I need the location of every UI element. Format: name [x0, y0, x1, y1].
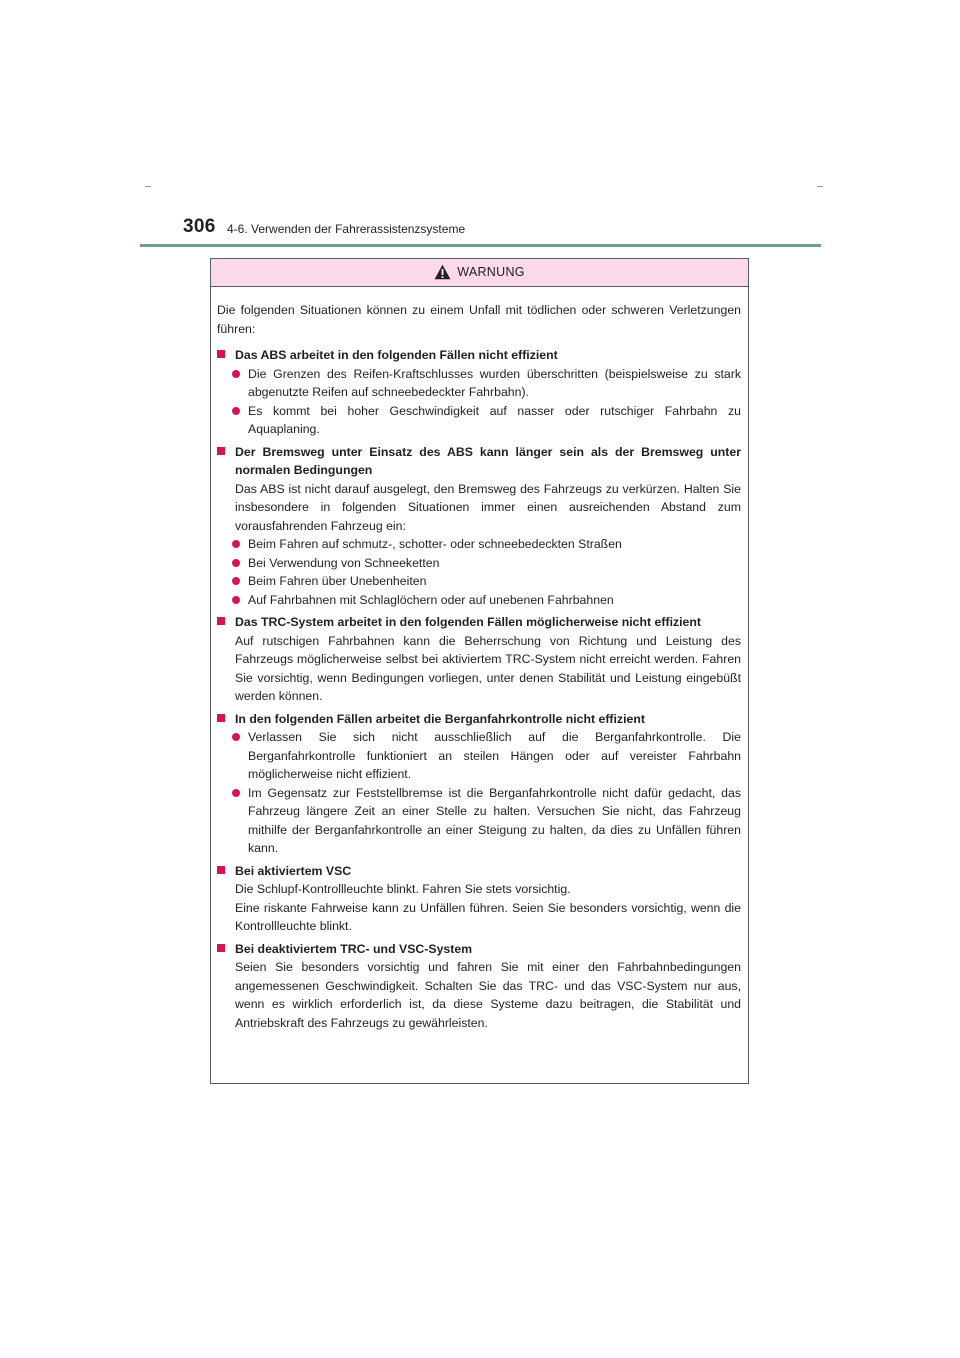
section-heading: Bei aktiviertem VSC: [217, 862, 741, 881]
round-bullet-icon: [232, 540, 240, 548]
list-item: Beim Fahren über Unebenheiten: [217, 572, 741, 591]
list-item: Die Grenzen des Reifen-Kraftschlusses wurden überschritten (beispielsweise zu stark abgenutzte Reifen auf schneebedeckter Fahrbahn).: [217, 365, 741, 402]
section-hill-start: [217, 710, 741, 858]
round-bullet-icon: [232, 407, 240, 415]
header-rule: [140, 244, 821, 247]
square-bullet-icon: [217, 617, 225, 625]
section-braking: [217, 443, 741, 610]
round-bullet-icon: [232, 577, 240, 585]
round-bullet-icon: [232, 596, 240, 604]
crop-mark-left: [145, 186, 151, 187]
list-item: Im Gegensatz zur Feststellbremse ist die Berganfahrkontrolle nicht dafür gedacht, das Fahrzeug längere Zeit an einer Stelle zu halten. Versuchen Sie nicht, das Fahrzeug mithilfe der Berganfahrkontrolle an einer Steigung zu halten, da dies zu Unfällen führen kann.: [217, 784, 741, 858]
square-bullet-icon: [217, 866, 225, 874]
square-bullet-icon: [217, 350, 225, 358]
section-heading: Der Bremsweg unter Einsatz des ABS kann länger sein als der Bremsweg unter normalen Bedingungen: [217, 443, 741, 480]
section-heading: Das ABS arbeitet in den folgenden Fällen nicht effizient: [217, 346, 741, 365]
warning-box: [210, 258, 749, 1084]
square-bullet-icon: [217, 944, 225, 952]
list-item: Auf Fahrbahnen mit Schlaglöchern oder auf unebenen Fahrbahnen: [217, 591, 741, 610]
warning-body: [211, 287, 748, 1032]
section-heading: In den folgenden Fällen arbeitet die Berganfahrkontrolle nicht effizient: [217, 710, 741, 729]
section-text: Auf rutschigen Fahrbahnen kann die Beherrschung von Richtung und Leistung des Fahrzeugs möglicherweise selbst bei aktiviertem TRC-System nicht erreicht werden. Fahren Sie vorsichtig, wenn Bedingungen vorliegen, unter denen Stabilität und Leistung eingebüßt werden können.: [235, 633, 741, 703]
section-text: Die Schlupf-Kontrollleuchte blinkt. Fahren Sie stets vorsichtig.: [235, 882, 571, 896]
section-heading: Das TRC-System arbeitet in den folgenden Fällen möglicherweise nicht effizient: [217, 613, 741, 632]
warning-triangle-icon: [434, 264, 451, 280]
round-bullet-icon: [232, 789, 240, 797]
section-text: Eine riskante Fahrweise kann zu Unfällen führen. Seien Sie besonders vorsichtig, wenn die Kontrollleuchte blinkt.: [235, 900, 741, 933]
warning-title: WARNUNG: [457, 264, 525, 279]
section-vsc-off: [217, 940, 741, 1033]
section-abs: [217, 346, 741, 439]
crop-mark-right: [817, 186, 823, 187]
round-bullet-icon: [232, 733, 240, 741]
square-bullet-icon: [217, 714, 225, 722]
section-title: 4-6. Verwenden der Fahrerassistenzsysteme: [227, 222, 466, 236]
list-item: Es kommt bei hoher Geschwindigkeit auf nasser oder rutschiger Fahrbahn zu Aquaplaning.: [217, 402, 741, 439]
section-heading: Bei deaktiviertem TRC- und VSC-System: [217, 940, 741, 959]
section-text: Seien Sie besonders vorsichtig und fahren Sie mit einer den Fahrbahnbedingungen angemessenen Geschwindigkeit. Schalten Sie das TRC- und das VSC-System nur aus, wenn es wirklich erforderlich ist, da diese Systeme dazu beitragen, die Stabilität und Antriebskraft des Fahrzeugs zu gewährleisten.: [235, 960, 741, 1030]
section-vsc-on: [217, 862, 741, 936]
list-item: Verlassen Sie sich nicht ausschließlich auf die Berganfahrkontrolle. Die Berganfahrkontrolle funktioniert an steilen Hängen oder auf vereister Fahrbahn möglicherweise nicht effizient.: [217, 728, 741, 784]
warning-intro: Die folgenden Situationen können zu einem Unfall mit tödlichen oder schweren Verletzungen führen:: [217, 303, 741, 336]
warning-header: [211, 259, 748, 287]
round-bullet-icon: [232, 559, 240, 567]
list-item: Bei Verwendung von Schneeketten: [217, 554, 741, 573]
section-trc: [217, 613, 741, 706]
round-bullet-icon: [232, 370, 240, 378]
square-bullet-icon: [217, 447, 225, 455]
section-text: Das ABS ist nicht darauf ausgelegt, den Bremsweg des Fahrzeugs zu verkürzen. Halten Sie insbesondere in folgenden Situationen immer einen ausreichenden Abstand zum vorausfahrenden Fahrzeug ein:: [235, 481, 741, 533]
list-item: Beim Fahren auf schmutz-, schotter- oder schneebedeckten Straßen: [217, 535, 741, 554]
page-number: 306: [183, 216, 216, 237]
